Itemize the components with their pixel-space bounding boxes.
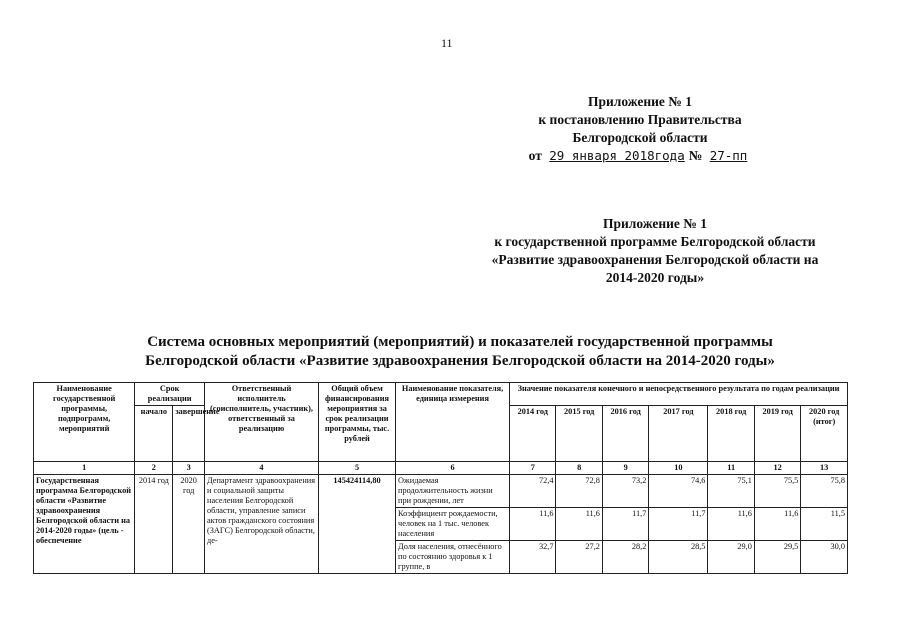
indicator-name-cell: Ожидаемая продолжительность жизни при рождении, лет [396,475,510,508]
indicator-value-cell: 11,6 [510,508,556,541]
column-index: 3 [173,462,205,475]
start-year-cell: 2014 год [135,475,173,574]
indicator-value-cell: 30,0 [801,541,848,574]
indicator-value-cell: 28,2 [602,541,648,574]
header-year: 2020 год (итог) [801,406,848,462]
funding-cell: 145424114,80 [319,475,396,574]
table-row [34,475,848,508]
indicator-value-cell: 29,5 [754,541,800,574]
header-year: 2017 год [649,406,708,462]
appendix-program-line2: к государственной программе Белгородской области [494,234,816,249]
header-year: 2016 год [602,406,648,462]
header-start: начало [135,406,173,462]
indicator-value-cell: 75,1 [708,475,754,508]
indicator-value-cell: 32,7 [510,541,556,574]
indicator-value-cell: 75,8 [801,475,848,508]
indicator-name-cell: Коэффициент рождаемости, человек на 1 тыс. человек населения [396,508,510,541]
header-year: 2019 год [754,406,800,462]
indicator-value-cell: 11,5 [801,508,848,541]
indicator-value-cell: 11,6 [556,508,602,541]
page-number: 11 [441,36,453,50]
column-index-row [34,462,848,475]
appendix-resolution-title: Приложение № 1 [588,94,692,109]
indicator-value-cell: 74,6 [649,475,708,508]
date-value: 29 января 2018года [549,148,685,163]
document-title-line1: Система основных мероприятий (мероприятий) и показателей государственной программы [147,334,773,350]
column-index: 11 [708,462,754,475]
date-prefix: от [528,148,542,163]
indicator-value-cell: 73,2 [602,475,648,508]
column-index: 4 [205,462,319,475]
appendix-resolution-line2: к постановлению Правительства [538,112,742,127]
header-funding: Общий объем финансирования мероприятия за срок реализации программы, тыс. рублей [319,383,396,462]
indicator-value-cell: 11,6 [754,508,800,541]
indicator-name-cell: Доля населения, отнесённого по состоянию здоровья к 1 группе, в [396,541,510,574]
indicator-value-cell: 29,0 [708,541,754,574]
column-index: 13 [801,462,848,475]
document-title-line2: Белгородской области «Развитие здравоохранения Белгородской области на 2014-2020 годы» [145,353,775,369]
responsible-cell: Департамент здравоохранения и социальной защиты населения Белгородской области, управление записи актов гражданского состояния (ЗАГС) Белгородской области, де- [205,475,319,574]
header-end: завершение [173,406,205,462]
column-index: 8 [556,462,602,475]
column-index: 1 [34,462,135,475]
header-name: Наименование государственной программы, подпрограмм, мероприятий [34,383,135,462]
end-year-cell: 2020 год [173,475,205,574]
appendix-program-line3: «Развитие здравоохранения Белгородской области на [491,252,819,267]
column-index: 2 [135,462,173,475]
indicator-value-cell: 72,4 [510,475,556,508]
appendix-program-title: Приложение № 1 [603,216,707,231]
header-year: 2015 год [556,406,602,462]
indicator-value-cell: 72,8 [556,475,602,508]
header-year: 2014 год [510,406,556,462]
header-values: Значение показателя конечного и непосредственного результата по годам реализации [510,383,848,406]
table-header-row [34,383,848,406]
number-value: 27-пп [709,148,748,163]
program-table [33,382,848,574]
header-term: Срок реализации [135,383,205,406]
header-indicator: Наименование показателя, единица измерения [396,383,510,462]
indicator-value-cell: 75,5 [754,475,800,508]
column-index: 9 [602,462,648,475]
column-index: 6 [396,462,510,475]
indicator-value-cell: 11,6 [708,508,754,541]
program-name-cell: Государственная программа Белгородской области «Развитие здравоохранения Белгородской области на 2014-2020 годы» (цель - обеспечение [34,475,135,574]
column-index: 12 [754,462,800,475]
column-index: 5 [319,462,396,475]
appendix-resolution-line3: Белгородской области [572,130,708,145]
indicator-value-cell: 27,2 [556,541,602,574]
number-prefix: № [688,148,703,163]
indicator-value-cell: 11,7 [602,508,648,541]
appendix-program-line4: 2014-2020 годы» [605,270,705,285]
column-index: 7 [510,462,556,475]
indicator-value-cell: 11,7 [649,508,708,541]
header-responsible: Ответственный исполнитель (соисполнитель, участник), ответственный за реализацию [205,383,319,462]
column-index: 10 [649,462,708,475]
indicator-value-cell: 28,5 [649,541,708,574]
header-year: 2018 год [708,406,754,462]
